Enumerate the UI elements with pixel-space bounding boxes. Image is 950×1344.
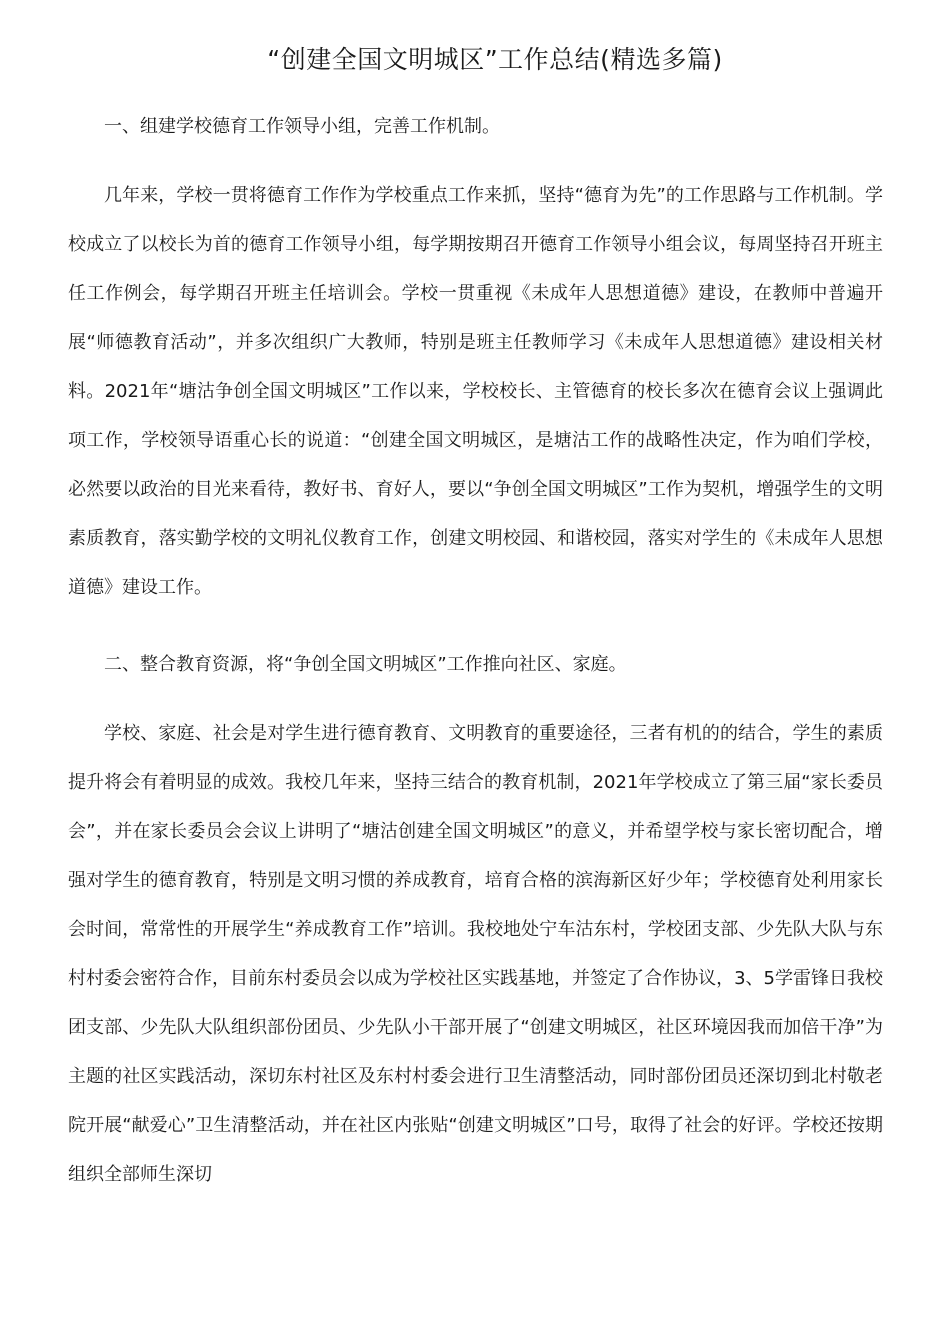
section-2-paragraph: 学校、家庭、社会是对学生进行德育教育、文明教育的重要途径，三者有机的的结合，学生的素质提升将会有着明显的成效。我校几年来，坚持三结合的教育机制，2021年学校成立了第三届“家长委员会”，并在家长委员会会议上讲明了“塘沽创建全国文明城区”的意义，并希望学校与家长密切配合，增强对学生的德育教育，特别是文明习惯的养成教育，培育合格的滨海新区好少年；学校德育处利用家长会时间，常常性的开展学生“养成教育工作”培训。我校地处宁车沽东村，学校团支部、少先队大队与东村村委会密符合作，目前东村委员会以成为学校社区实践基地，并签定了合作协议，3、5学雷锋日我校团支部、少先队大队组织部份团员、少先队小干部开展了“创建文明城区，社区环境因我而加倍干净”为主题的社区实践活动，深切东村社区及东村村委会进行卫生清整活动，同时部份团员还深切到北村敬老院开展“献爱心”卫生清整活动，并在社区内张贴“创建文明城区”口号，取得了社会的好评。学校还按期组织全部师生深切	[68, 723, 883, 1185]
section-1-heading: 一、组建学校德育工作领导小组，完善工作机制。	[104, 116, 500, 137]
document-title: “创建全国文明城区”工作总结(精选多篇)	[267, 45, 723, 74]
section-2-heading: 二、整合教育资源，将“争创全国文明城区”工作推向社区、家庭。	[104, 654, 627, 675]
section-1-paragraph: 几年来，学校一贯将德育工作作为学校重点工作来抓，坚持“德育为先”的工作思路与工作机制。学校成立了以校长为首的德育工作领导小组，每学期按期召开德育工作领导小组会议，每周坚持召开班主任工作例会，每学期召开班主任培训会。学校一贯重视《未成年人思想道德》建设，在教师中普遍开展“师德教育活动”，并多次组织广大教师，特别是班主任教师学习《未成年人思想道德》建设相关材料。2021年“塘沽争创全国文明城区”工作以来，学校校长、主管德育的校长多次在德育会议上强调此项工作，学校领导语重心长的说道：“创建全国文明城区，是塘沽工作的战略性决定，作为咱们学校，必然要以政治的目光来看待，教好书、育好人，要以“争创全国文明城区”工作为契机，增强学生的文明素质教育，落实勤学校的文明礼仪教育工作，创建文明校园、和谐校园，落实对学生的《未成年人思想道德》建设工作。	[68, 185, 883, 598]
